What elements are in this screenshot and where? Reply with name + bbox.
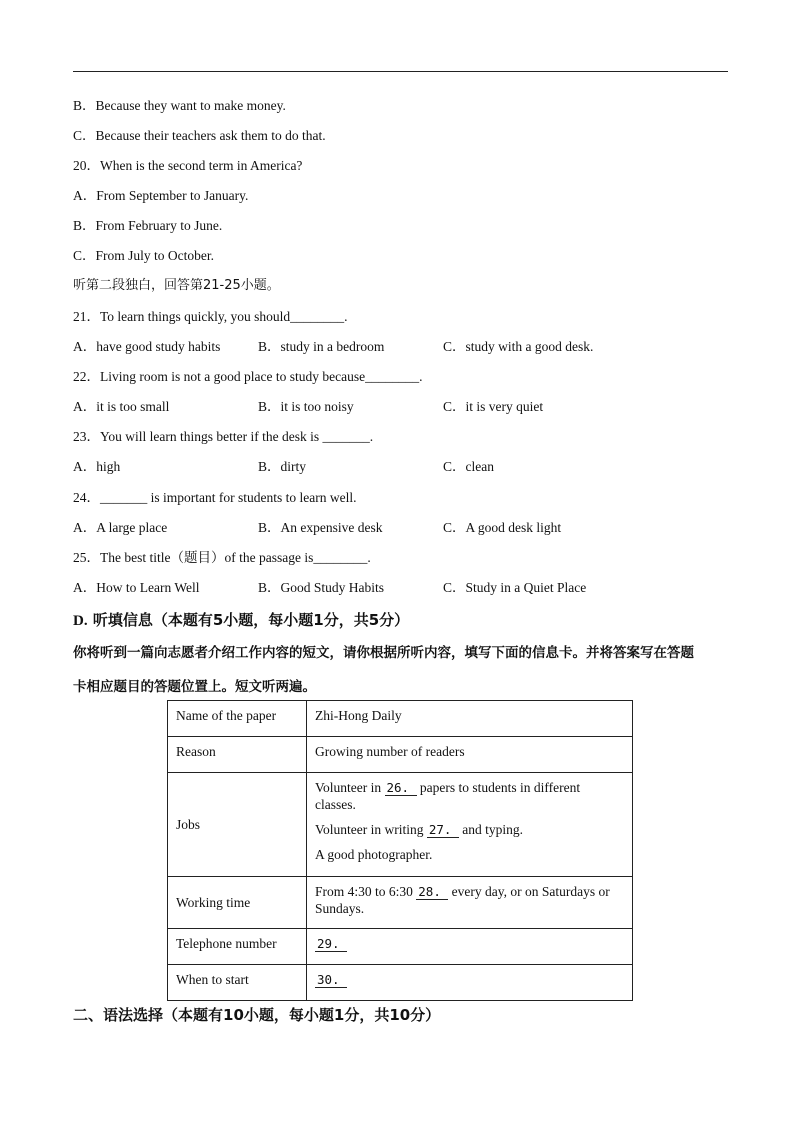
info-card-table bbox=[167, 700, 633, 1001]
q21-option-b: B．study in a bedroom bbox=[258, 339, 385, 354]
jobs-text: papers to students in different classes. bbox=[315, 780, 581, 812]
q20-option-b: B．From February to June. bbox=[73, 218, 223, 233]
q20-option-a: A．From September to January. bbox=[73, 188, 249, 203]
q22-option-b: B．it is too noisy bbox=[258, 399, 354, 414]
q25-options bbox=[73, 579, 733, 597]
q25-option-c: C．Study in a Quiet Place bbox=[443, 580, 587, 595]
q21-option-a: A．have good study habits bbox=[73, 339, 221, 354]
section-d-heading bbox=[73, 609, 409, 630]
section-d-instruction-line1: 你将听到一篇向志愿者介绍工作内容的短文，请你根据所听内容，填写下面的信息卡。并将答案写在答题 bbox=[73, 645, 694, 661]
q21-option-c: C．study with a good desk. bbox=[443, 339, 594, 354]
q23-option-b: B．dirty bbox=[258, 459, 307, 474]
q22-options bbox=[73, 398, 733, 416]
jobs-line-3: A good photographer. bbox=[315, 847, 433, 862]
jobs-text: Volunteer in bbox=[315, 780, 385, 795]
part2-instruction: 听第二段独白，回答第21-25小题。 bbox=[73, 278, 280, 293]
q20-stem: 20．When is the second term in America? bbox=[73, 158, 303, 173]
q20-option-c: C．From July to October. bbox=[73, 248, 214, 263]
row-label-jobs: Jobs bbox=[168, 773, 307, 877]
row-value-telephone bbox=[307, 929, 633, 965]
q24-option-b: B．An expensive desk bbox=[258, 520, 383, 535]
section-2-heading: 二、语法选择（本题有10小题，每小题1分，共10分） bbox=[73, 1006, 441, 1024]
row-value-paper: Zhi-Hong Daily bbox=[307, 701, 633, 737]
q21-stem: 21．To learn things quickly, you should________. bbox=[73, 309, 348, 324]
q25-stem: 25．The best title（题目）of the passage is________. bbox=[73, 550, 371, 565]
q19-option-c: C．Because their teachers ask them to do that. bbox=[73, 128, 326, 143]
q21-options bbox=[73, 338, 733, 356]
blank-28[interactable]: 28. bbox=[416, 885, 448, 900]
q23-options bbox=[73, 458, 733, 476]
q24-option-c: C．A good desk light bbox=[443, 520, 562, 535]
jobs-line-1 bbox=[315, 779, 624, 813]
q23-stem: 23．You will learn things better if the desk is _______. bbox=[73, 429, 374, 444]
blank-26[interactable]: 26. bbox=[385, 781, 417, 796]
row-label-telephone: Telephone number bbox=[168, 929, 307, 965]
row-value-jobs bbox=[307, 773, 633, 877]
row-label-reason: Reason bbox=[168, 737, 307, 773]
row-label-paper: Name of the paper bbox=[168, 701, 307, 737]
row-label-working-time: Working time bbox=[168, 877, 307, 929]
section-d-instruction-line2: 卡相应题目的答题位置上。短文听两遍。 bbox=[73, 679, 316, 695]
blank-29[interactable]: 29. bbox=[315, 937, 347, 952]
q22-stem: 22．Living room is not a good place to study because________. bbox=[73, 369, 423, 384]
table-row bbox=[168, 929, 633, 965]
blank-30[interactable]: 30. bbox=[315, 973, 347, 988]
jobs-text: and typing. bbox=[458, 822, 523, 837]
section-d-title: 听填信息（本题有5小题，每小题1分，共5分） bbox=[87, 611, 410, 629]
q22-option-c: C．it is very quiet bbox=[443, 399, 544, 414]
jobs-text: Volunteer in writing bbox=[315, 822, 427, 837]
header-rule bbox=[73, 71, 728, 72]
row-value-start bbox=[307, 965, 633, 1001]
q23-option-a: A．high bbox=[73, 459, 121, 474]
blank-27[interactable]: 27. bbox=[427, 823, 459, 838]
table-row bbox=[168, 737, 633, 773]
row-value-reason: Growing number of readers bbox=[307, 737, 633, 773]
q24-stem: 24．_______ is important for students to learn well. bbox=[73, 490, 357, 505]
q23-option-c: C．clean bbox=[443, 459, 494, 474]
q25-option-b: B．Good Study Habits bbox=[258, 580, 385, 595]
table-row bbox=[168, 965, 633, 1001]
time-text: From 4:30 to 6:30 bbox=[315, 884, 417, 899]
time-text: every day, or on Saturdays or Sundays. bbox=[315, 884, 610, 916]
q19-option-b: B．Because they want to make money. bbox=[73, 98, 286, 113]
row-label-start: When to start bbox=[168, 965, 307, 1001]
table-row bbox=[168, 701, 633, 737]
row-value-working-time bbox=[307, 877, 633, 929]
q22-option-a: A．it is too small bbox=[73, 399, 170, 414]
table-row bbox=[168, 877, 633, 929]
q24-options bbox=[73, 519, 733, 537]
q24-option-a: A．A large place bbox=[73, 520, 168, 535]
jobs-line-2 bbox=[315, 821, 624, 838]
section-d-letter: D. bbox=[73, 613, 88, 629]
q25-option-a: A．How to Learn Well bbox=[73, 580, 200, 595]
table-row bbox=[168, 773, 633, 877]
